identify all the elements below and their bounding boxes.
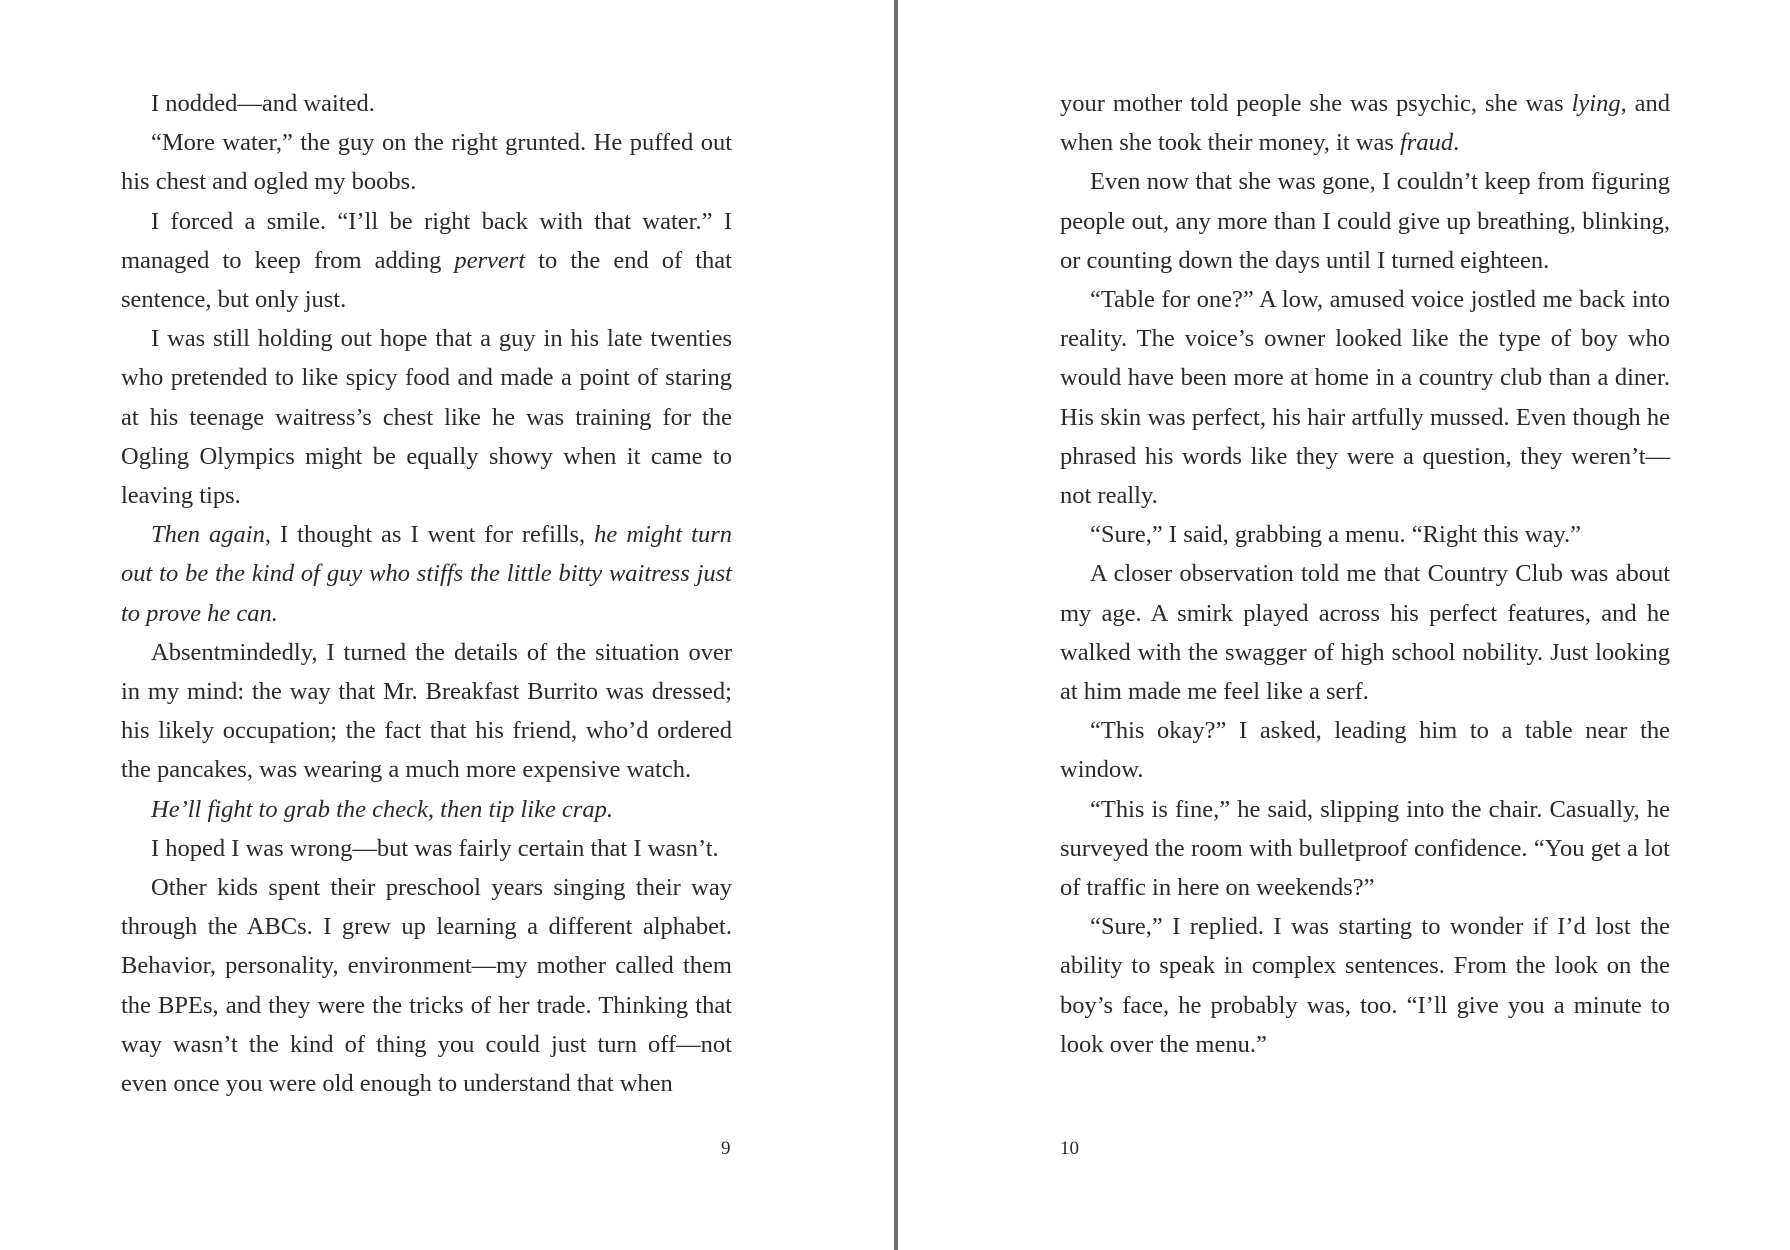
text-run: “Table for one?” A low, amused voice jostled me back into reality. The voice’s owner looked like the type of boy who would have been more at home in a country club than a diner. His skin was perfect, his hair artfully mussed. Even though he phrased his words like they were a question, they weren’t—not really. [1060,286,1670,510]
text-run: I nodded—and waited. [151,90,375,117]
paragraph [121,515,732,633]
text-run: I was still holding out hope that a guy in his late twenties who pretended to like spicy food and made a point of staring at his teenage waitress’s chest like he was training for the Ogling Olympics might be equally showy when it came to leaving tips. [121,325,732,510]
paragraph [121,829,732,868]
paragraph [1060,280,1670,515]
right-page [898,0,1790,1250]
paragraph [1060,515,1670,554]
text-run: “More water,” the guy on the right grunted. He puffed out his chest and ogled my boobs. [121,129,732,196]
text-run: to the end of that sentence, but only just. [121,246,732,314]
paragraph [121,202,732,320]
paragraph [1060,162,1670,280]
paragraph [121,319,732,515]
text-run: I forced a smile. “I’ll be right back with that water.” I managed to keep from adding [121,207,732,274]
text-run: Even now that she was gone, I couldn’t keep from figuring people out, any more than I could give up breathing, blinking, or counting down the days until I turned eighteen. [1060,168,1670,274]
text-run: I hoped I was wrong—but was fairly certain that I wasn’t. [151,834,719,862]
text-run: Other kids spent their preschool years singing their way through the ABCs. I grew up learning a different alphabet. Behavior, personality, environment—my mother called them the BPEs, and they were the tricks of her trade. Thinking that way wasn’t the kind of thing you could just turn off—not even once you were old enough to understand that when [121,874,732,1098]
italic-text: lying [1571,90,1621,117]
italic-text: fraud [1400,129,1454,157]
italic-text: he might turn out to be the kind of guy who stiffs the little bitty waitress just to prove he can. [121,521,732,627]
text-run: A closer observation told me that Country Club was about my age. A smirk played across his perfect features, and he walked with the swagger of high school nobility. Just looking at him made me feel like a serf. [1060,560,1670,706]
text-run: “This is fine,” he said, slipping into the chair. Casually, he surveyed the room with bulletproof confidence. “You get a lot of traffic in here on weekends?” [1060,795,1670,902]
paragraph [121,790,732,829]
text-run: “Sure,” I said, grabbing a menu. “Right this way.” [1090,521,1582,549]
text-run: I thought as I went for refills, [270,521,595,549]
paragraph [121,84,732,123]
paragraph [1060,711,1670,789]
text-run: “This okay?” I asked, leading him to a table near the window. [1060,717,1670,784]
left-page [0,0,894,1250]
italic-text: Then again, [151,521,271,549]
text-run: “Sure,” I replied. I was starting to wonder if I’d lost the ability to speak in complex sentences. From the look on the boy’s face, he probably was, too. “I’ll give you a minute to look over the menu.” [1060,913,1670,1058]
paragraph [1060,790,1670,908]
paragraph [121,868,732,1103]
paragraph [1060,907,1670,1064]
paragraph [121,123,732,201]
text-run: , and when she took their money, it was [1060,90,1671,157]
left-page-text [121,84,732,1103]
text-run: your mother told people she was psychic, she was [1060,90,1572,117]
right-page-text [1060,84,1670,1064]
text-run: . [1453,129,1460,157]
italic-text: pervert [454,246,526,274]
paragraph [1060,84,1670,162]
italic-text: He’ll fight to grab the check, then tip like crap. [151,795,613,823]
page-number: 10 [1060,1138,1079,1159]
page-number: 9 [721,1138,731,1159]
paragraph [1060,554,1670,711]
text-run: Absentmindedly, I turned the details of the situation over in my mind: the way that Mr. Breakfast Burrito was dressed; his likely occupation; the fact that his friend, who’d ordered the pancakes, was wearing a much more expensive watch. [121,638,732,784]
paragraph [121,633,732,790]
